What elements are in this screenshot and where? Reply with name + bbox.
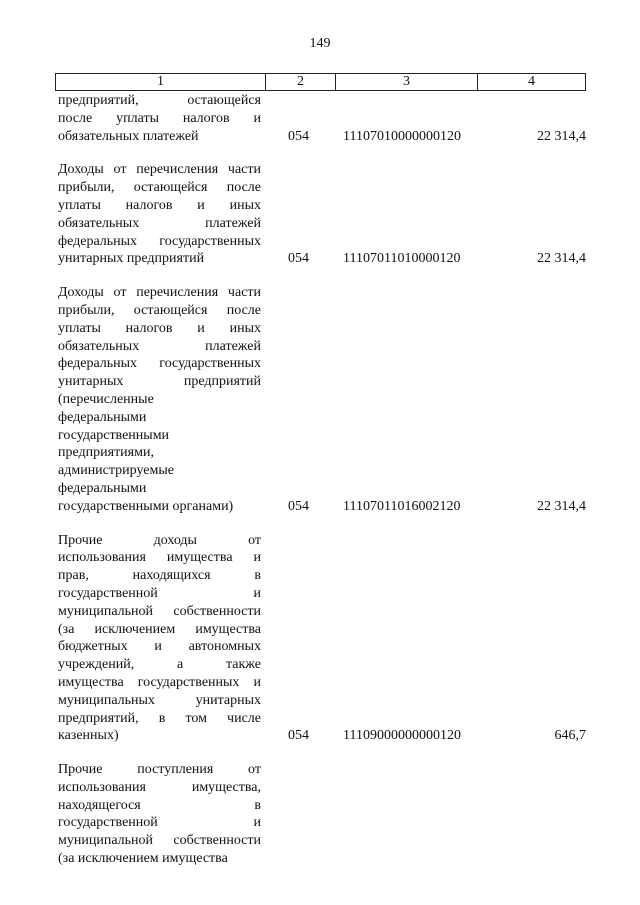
- row-budget-code: 11107011010000120: [343, 251, 461, 267]
- description-line: государственными: [58, 427, 170, 443]
- header-col-4: 4: [528, 74, 535, 89]
- row-description: [58, 532, 261, 746]
- description-line: обязательных платежей: [58, 215, 261, 231]
- table-body: [58, 92, 586, 868]
- description-line: муниципальных унитарных: [58, 692, 261, 708]
- description-line: Доходы от перечисления части: [58, 162, 261, 178]
- description-line: государственной и: [58, 815, 261, 831]
- description-line: бюджетных и автономных: [58, 639, 261, 655]
- description-line: прав, находящихся в: [58, 568, 261, 584]
- description-line: федеральных государственных: [58, 356, 261, 372]
- description-line: имущества государственных и: [58, 674, 261, 690]
- description-line: уплаты налогов и иных: [58, 320, 261, 336]
- row-admin-code: 054: [288, 498, 309, 514]
- description-line: использования имущества и: [58, 550, 261, 566]
- description-line: федеральных государственных: [58, 233, 261, 249]
- row-admin-code: 054: [288, 251, 309, 267]
- description-line: унитарных предприятий: [58, 251, 205, 267]
- row-amount: 22 314,4: [537, 498, 586, 514]
- row-amount: 22 314,4: [537, 251, 586, 267]
- description-line: государственной и: [58, 585, 261, 601]
- row-budget-code: 11107010000000120: [343, 128, 461, 144]
- header-col-2: 2: [266, 74, 336, 90]
- description-line: уплаты налогов и иных: [58, 197, 261, 213]
- description-line: прибыли, остающейся после: [58, 180, 261, 196]
- table-row: [58, 284, 586, 515]
- description-line: Прочие доходы от: [58, 532, 261, 548]
- description-line: использования имущества,: [58, 779, 261, 795]
- row-budget-code: 11107011016002120: [343, 498, 461, 514]
- table-header: [55, 73, 586, 91]
- row-description: [58, 92, 261, 145]
- description-line: обязательных платежей: [58, 338, 261, 354]
- description-line: государственными органами): [58, 498, 234, 514]
- description-line: предприятий, остающейся: [58, 93, 261, 108]
- row-amount: 646,7: [554, 728, 586, 744]
- page-number: 149: [309, 36, 331, 51]
- description-line: муниципальной собственности: [58, 603, 261, 619]
- description-line: казенных): [58, 728, 119, 744]
- description-line: федеральными: [58, 480, 147, 496]
- description-line: (за исключением имущества: [58, 851, 228, 867]
- description-line: муниципальной собственности: [58, 833, 261, 849]
- description-line: (за исключением имущества: [58, 621, 261, 637]
- description-line: администрируемые: [58, 463, 174, 479]
- table-row: [58, 161, 586, 268]
- description-line: предприятиями,: [58, 445, 154, 461]
- description-line: находящегося в: [58, 797, 261, 813]
- table-row: [58, 92, 586, 145]
- row-admin-code: 054: [288, 728, 309, 744]
- row-amount: 22 314,4: [537, 128, 586, 144]
- description-line: федеральными: [58, 409, 147, 425]
- row-description: [58, 284, 261, 515]
- description-line: после уплаты налогов и: [58, 110, 261, 126]
- description-line: унитарных предприятий: [58, 374, 261, 390]
- table-row: [58, 532, 586, 746]
- row-description: [58, 161, 261, 268]
- description-line: Доходы от перечисления части: [58, 285, 261, 301]
- description-line: прибыли, остающейся после: [58, 302, 261, 318]
- description-line: учреждений, а также: [58, 657, 261, 673]
- description-line: (перечисленные: [58, 391, 154, 407]
- row-budget-code: 11109000000000120: [343, 728, 461, 744]
- row-admin-code: 054: [288, 128, 309, 144]
- header-col-3: 3: [336, 74, 478, 90]
- row-description: [58, 761, 261, 868]
- description-line: Прочие поступления от: [58, 762, 261, 778]
- description-line: предприятий, в том числе: [58, 710, 261, 726]
- header-col-1: 1: [56, 74, 266, 90]
- table-row: [58, 761, 586, 868]
- description-line: обязательных платежей: [58, 128, 199, 144]
